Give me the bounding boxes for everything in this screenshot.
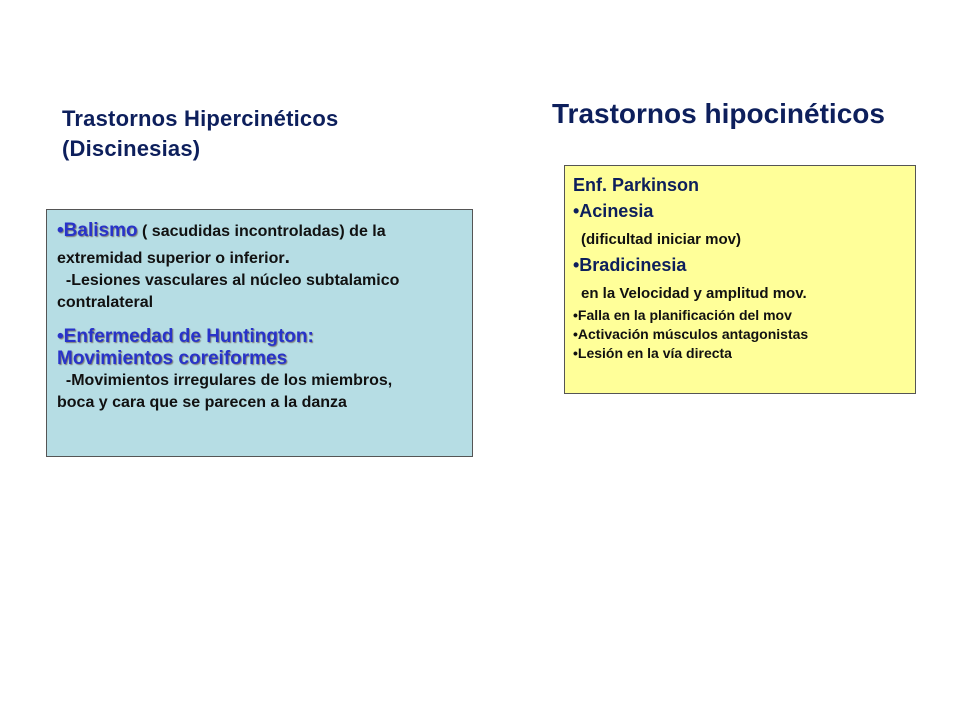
huntington-sub-1: -Movimientos irregulares de los miembros,	[57, 372, 393, 389]
balismo-heading: •Balismo	[57, 220, 138, 241]
right-section-title: Trastornos hipocinéticos	[552, 98, 885, 129]
balismo-sub-1: -Lesiones vasculares al núcleo subtalamico	[57, 272, 400, 289]
hyperkinetic-box	[46, 209, 473, 457]
balismo-description: ( sacudidas incontroladas) de la	[137, 223, 386, 240]
huntington-heading-1: •Enfermedad de Huntington:	[57, 326, 314, 347]
bradicinesia-item: •Bradicinesia	[573, 255, 687, 275]
balismo-description-2	[57, 247, 464, 270]
hypokinetic-box	[564, 165, 916, 394]
parkinson-heading: Enf. Parkinson	[573, 175, 700, 195]
list-item-direct-pathway: •Lesión en la vía directa	[573, 345, 732, 361]
balismo-line	[57, 220, 464, 243]
left-section-title	[62, 104, 442, 164]
balismo-period: .	[284, 247, 290, 268]
balismo-sub-2: contralateral	[57, 294, 154, 311]
left-title-line-1: Trastornos Hipercinéticos	[62, 106, 339, 131]
bradicinesia-description: en la Velocidad y amplitud mov.	[581, 285, 807, 302]
left-title-line-2: (Discinesias)	[62, 136, 201, 161]
balismo-desc2-text: extremidad superior o inferior	[57, 250, 285, 267]
acinesia-item: •Acinesia	[573, 201, 654, 221]
acinesia-description: (dificultad iniciar mov)	[581, 231, 742, 248]
list-item-planning: •Falla en la planificación del mov	[573, 307, 792, 323]
list-item-antagonists: •Activación músculos antagonistas	[573, 326, 809, 342]
huntington-heading-2: Movimientos coreiformes	[57, 348, 288, 369]
spacer	[57, 314, 464, 326]
huntington-sub-2: boca y cara que se parecen a la danza	[57, 394, 347, 411]
